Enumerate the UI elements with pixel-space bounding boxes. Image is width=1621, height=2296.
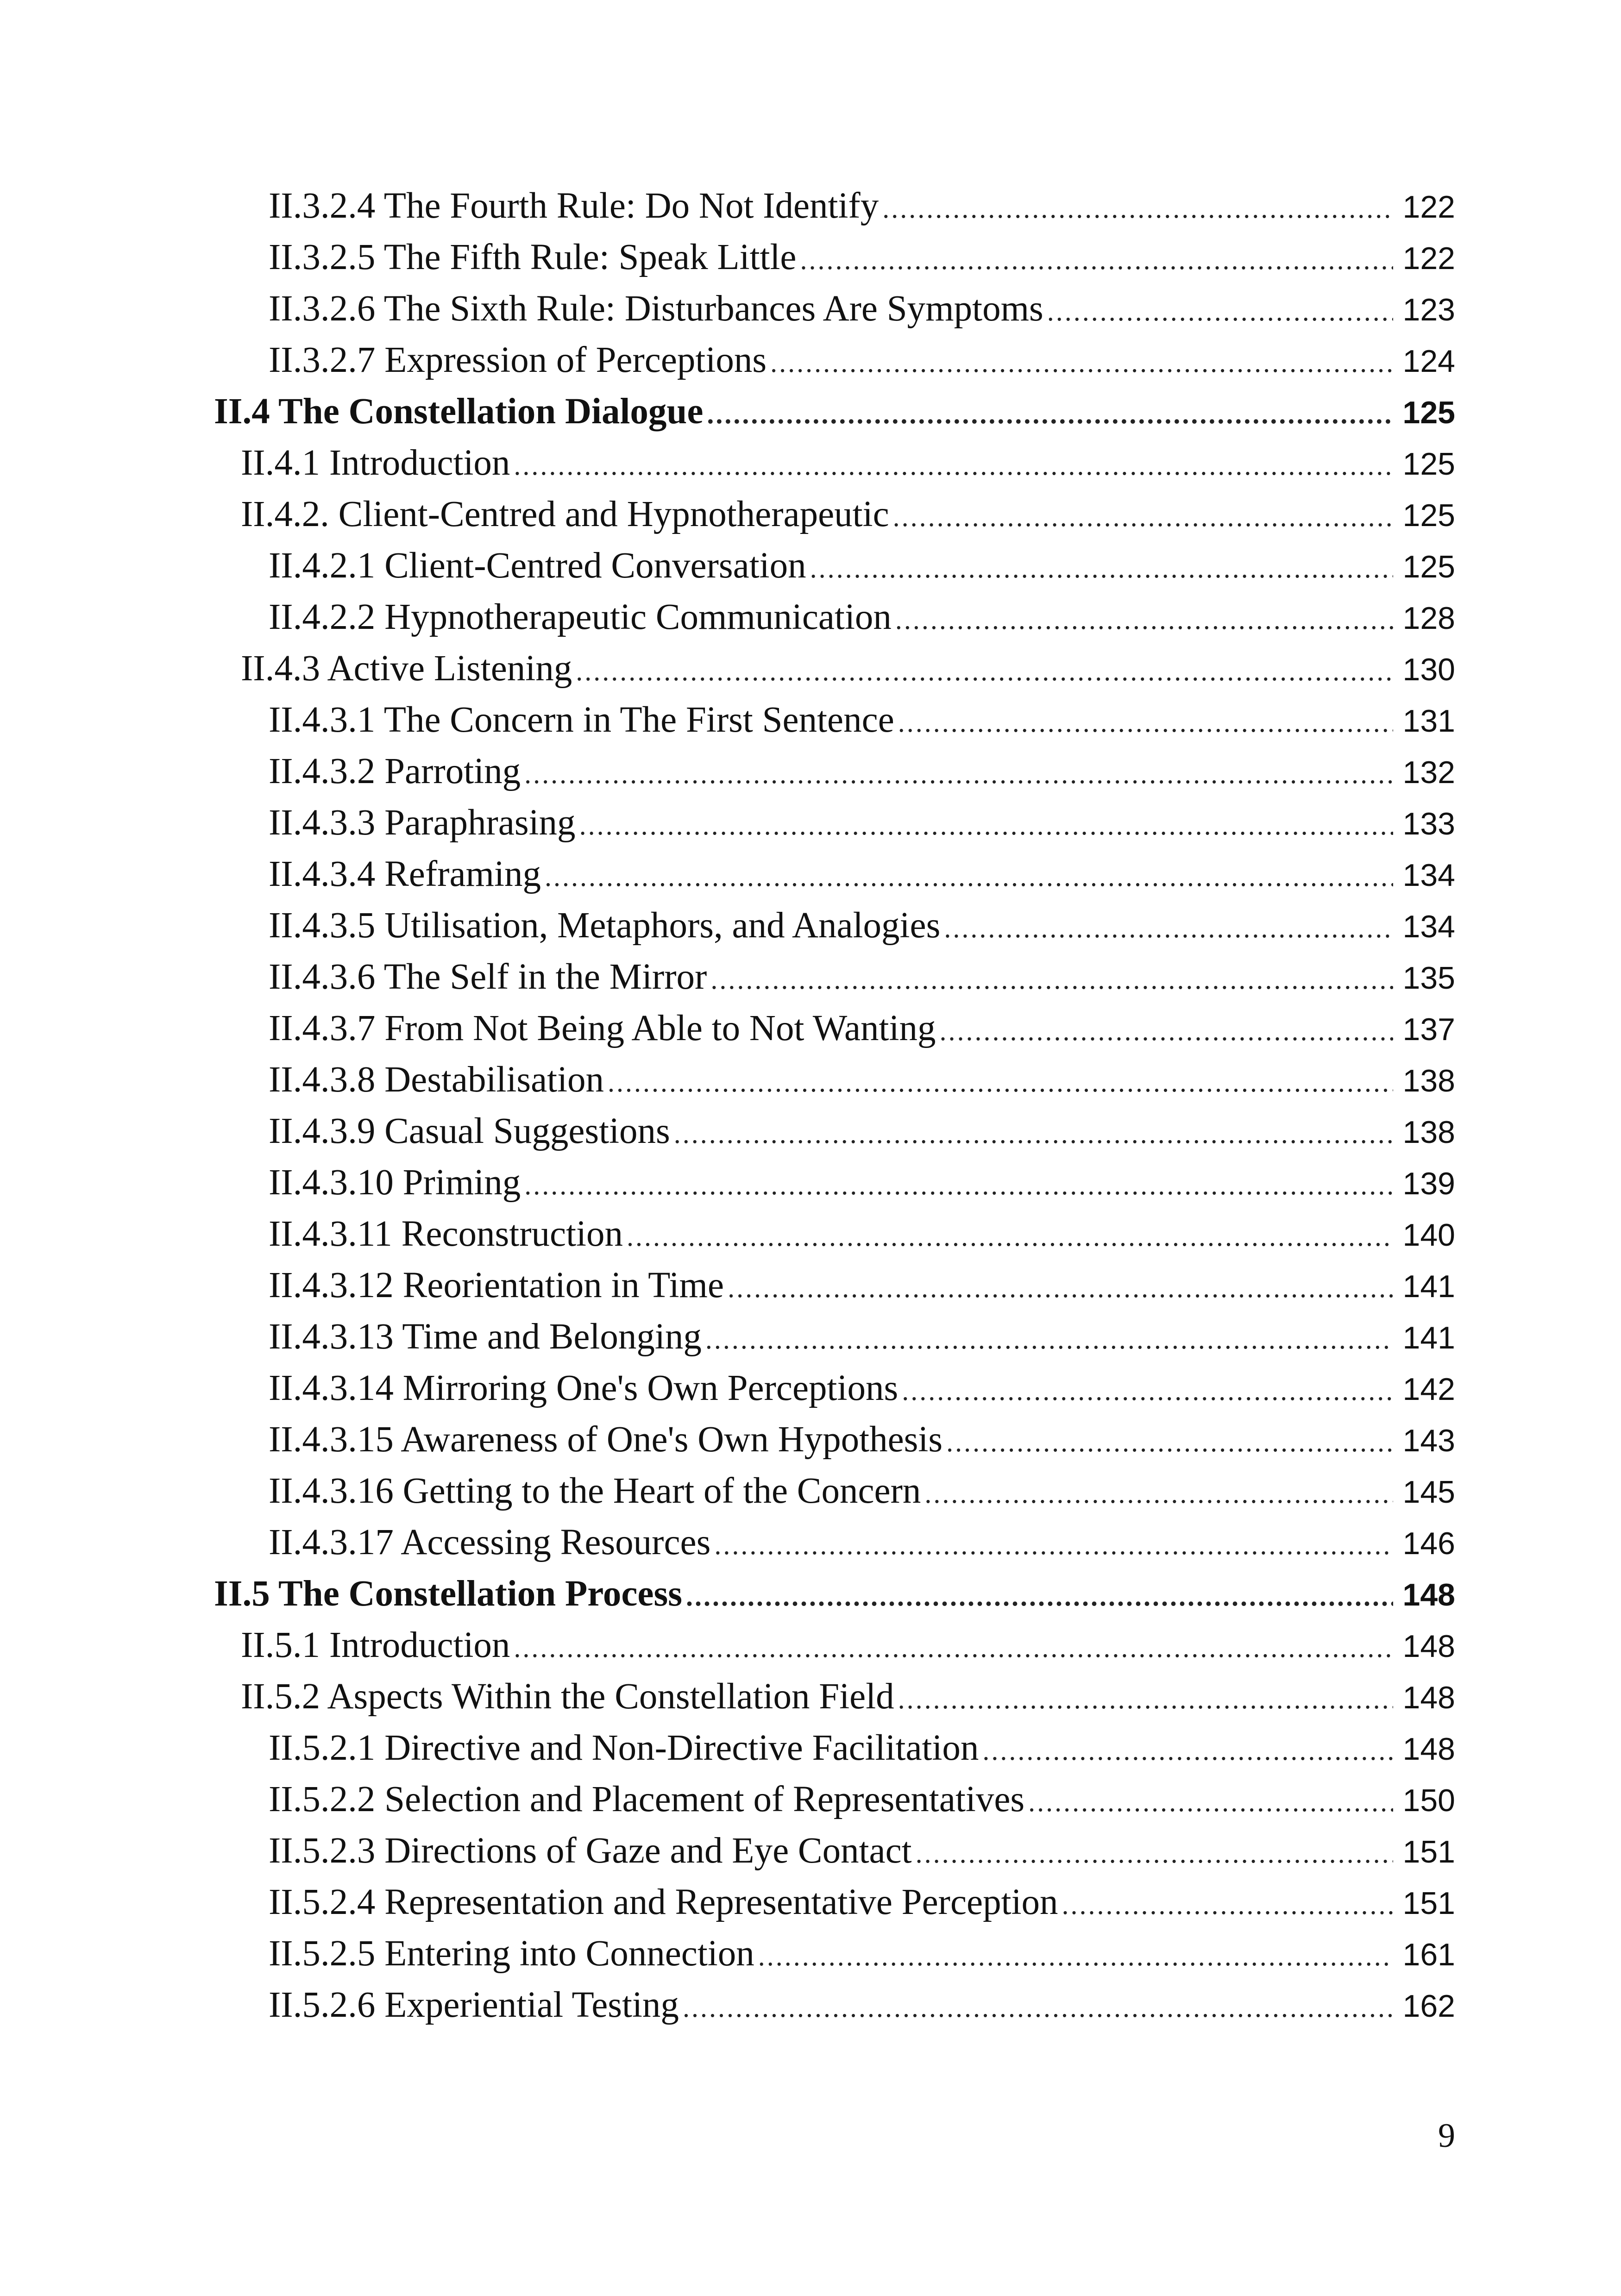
toc-entry[interactable] bbox=[214, 956, 1455, 1008]
toc-entry-title: II.4.3.2 Parroting bbox=[269, 751, 521, 791]
toc-entry-page-number: 122 bbox=[1402, 189, 1455, 225]
toc-entry[interactable] bbox=[214, 545, 1455, 596]
toc-entry-page-number: 134 bbox=[1402, 909, 1455, 944]
toc-entry-page-number: 124 bbox=[1402, 344, 1455, 379]
toc-entry-title: II.4.3.16 Getting to the Heart of the Concern bbox=[269, 1471, 921, 1511]
toc-entry[interactable] bbox=[214, 1470, 1455, 1522]
toc-entry[interactable] bbox=[214, 1625, 1455, 1676]
dot-leader bbox=[882, 193, 1393, 225]
toc-entry-page-number: 131 bbox=[1402, 703, 1455, 739]
toc-entry-title: II.5.2 Aspects Within the Constellation Field bbox=[241, 1676, 894, 1717]
dot-leader bbox=[514, 1632, 1393, 1664]
toc-entry-page-number: 145 bbox=[1402, 1474, 1455, 1510]
toc-entry-title: II.4.3.8 Destabilisation bbox=[269, 1060, 604, 1100]
toc-entry-page-number: 151 bbox=[1402, 1886, 1455, 1921]
dot-leader bbox=[1047, 295, 1393, 327]
toc-entry-page-number: 143 bbox=[1402, 1423, 1455, 1458]
toc-entry-page-number: 134 bbox=[1402, 858, 1455, 893]
toc-entry-page-number: 162 bbox=[1402, 1989, 1455, 2024]
dot-leader bbox=[514, 450, 1393, 482]
dot-leader bbox=[770, 347, 1393, 379]
toc-entry-page-number: 125 bbox=[1402, 446, 1455, 482]
toc-entry[interactable] bbox=[214, 339, 1455, 391]
toc-entry-page-number: 150 bbox=[1402, 1783, 1455, 1818]
dot-leader bbox=[524, 1169, 1393, 1201]
toc-entry-page-number: 146 bbox=[1402, 1526, 1455, 1561]
toc-entry-page-number: 137 bbox=[1402, 1012, 1455, 1047]
toc-entry-title: II.4.3.7 From Not Being Able to Not Wanting bbox=[269, 1008, 936, 1048]
dot-leader bbox=[608, 1066, 1393, 1098]
toc-entry-page-number: 151 bbox=[1402, 1834, 1455, 1869]
dot-leader bbox=[686, 1581, 1393, 1612]
toc-entry[interactable] bbox=[214, 648, 1455, 699]
toc-entry-title: II.4.1 Introduction bbox=[241, 443, 510, 483]
dot-leader bbox=[710, 964, 1393, 996]
dot-leader bbox=[800, 244, 1393, 276]
toc-entry-title: II.4.3.14 Mirroring One's Own Perceptions bbox=[269, 1368, 898, 1408]
dot-leader bbox=[576, 655, 1393, 687]
toc-entry[interactable] bbox=[214, 905, 1455, 956]
dot-leader bbox=[758, 1940, 1393, 1972]
toc-entry-page-number: 148 bbox=[1402, 1680, 1455, 1715]
toc-entry-page-number: 140 bbox=[1402, 1217, 1455, 1253]
toc-entry-title: II.4.3.11 Reconstruction bbox=[269, 1214, 623, 1254]
dot-leader bbox=[898, 1683, 1393, 1715]
page-number: 9 bbox=[1438, 2117, 1455, 2155]
dot-leader bbox=[627, 1221, 1393, 1253]
toc-entry-page-number: 139 bbox=[1402, 1166, 1455, 1201]
toc-entry-page-number: 161 bbox=[1402, 1937, 1455, 1972]
toc-entry[interactable] bbox=[214, 596, 1455, 648]
toc-entry-page-number: 125 bbox=[1402, 549, 1455, 584]
dot-leader bbox=[895, 604, 1393, 636]
toc-entry-page-number: 125 bbox=[1402, 498, 1455, 533]
toc-entry-title: II.4.3.9 Casual Suggestions bbox=[269, 1111, 670, 1151]
dot-leader bbox=[674, 1118, 1393, 1150]
toc-entry-title: II.4.3 Active Listening bbox=[241, 648, 572, 689]
dot-leader bbox=[924, 1478, 1393, 1510]
toc-entry-title: II.5.1 Introduction bbox=[241, 1625, 510, 1665]
toc-entry-page-number: 148 bbox=[1402, 1731, 1455, 1767]
toc-entry-title: II.4.3.6 The Self in the Mirror bbox=[269, 957, 707, 997]
toc-entry-page-number: 128 bbox=[1402, 601, 1455, 636]
toc-entry[interactable] bbox=[214, 699, 1455, 751]
toc-entry-title: II.4.2. Client-Centred and Hypnotherapeutic bbox=[241, 494, 889, 534]
toc-entry-page-number: 138 bbox=[1402, 1115, 1455, 1150]
toc-entry[interactable] bbox=[214, 1265, 1455, 1316]
toc-entry-title: II.5.2.4 Representation and Representative Perception bbox=[269, 1882, 1058, 1922]
toc-entry-page-number: 148 bbox=[1402, 1577, 1455, 1612]
toc-entry[interactable] bbox=[214, 185, 1455, 237]
toc-entry-title: II.5.2.6 Experiential Testing bbox=[269, 1985, 679, 2025]
toc-entry[interactable] bbox=[214, 288, 1455, 339]
toc-entry-title: II.4.3.3 Paraphrasing bbox=[269, 803, 576, 843]
toc-entry-page-number: 135 bbox=[1402, 960, 1455, 996]
toc-entry-title: II.5.2.3 Directions of Gaze and Eye Contact bbox=[269, 1831, 912, 1871]
toc-entry-title: II.4 The Constellation Dialogue bbox=[214, 391, 704, 432]
toc-entry-title: II.3.2.6 The Sixth Rule: Disturbances Are Symptoms bbox=[269, 289, 1043, 329]
toc-entry[interactable] bbox=[214, 1316, 1455, 1368]
dot-leader bbox=[1028, 1786, 1393, 1818]
dot-leader bbox=[524, 758, 1393, 790]
toc-entry[interactable] bbox=[214, 1830, 1455, 1882]
toc-entry-page-number: 130 bbox=[1402, 652, 1455, 687]
toc-entry[interactable] bbox=[214, 1110, 1455, 1162]
toc-entry[interactable] bbox=[214, 1984, 1455, 2036]
dot-leader bbox=[683, 1992, 1393, 2024]
dot-leader bbox=[545, 861, 1393, 893]
toc-entry-page-number: 125 bbox=[1402, 395, 1455, 430]
toc-entry[interactable] bbox=[214, 1419, 1455, 1470]
toc-entry-title: II.4.2.1 Client-Centred Conversation bbox=[269, 546, 806, 586]
toc-entry[interactable] bbox=[214, 853, 1455, 905]
toc-entry-title: II.4.3.17 Accessing Resources bbox=[269, 1522, 711, 1562]
toc-entry-page-number: 141 bbox=[1402, 1320, 1455, 1355]
toc-entry-title: II.3.2.5 The Fifth Rule: Speak Little bbox=[269, 237, 797, 277]
toc-entry[interactable] bbox=[214, 1008, 1455, 1059]
toc-entry[interactable] bbox=[214, 1933, 1455, 1984]
toc-entry-page-number: 141 bbox=[1402, 1269, 1455, 1304]
dot-leader bbox=[728, 1272, 1393, 1304]
toc-entry[interactable] bbox=[214, 751, 1455, 802]
toc-entry[interactable] bbox=[214, 1368, 1455, 1419]
toc-entry[interactable] bbox=[214, 1676, 1455, 1727]
toc-entry-title: II.4.3.10 Priming bbox=[269, 1162, 521, 1203]
toc-entry[interactable] bbox=[214, 1213, 1455, 1265]
dot-leader bbox=[902, 1375, 1393, 1407]
toc-entry-title: II.4.3.13 Time and Belonging bbox=[269, 1317, 702, 1357]
dot-leader bbox=[810, 552, 1393, 584]
toc-entry[interactable] bbox=[214, 1779, 1455, 1830]
toc-entry[interactable] bbox=[214, 1522, 1455, 1573]
toc-entry-title: II.4.3.4 Reframing bbox=[269, 854, 541, 894]
toc-entry-title: II.5.2.1 Directive and Non-Directive Facilitation bbox=[269, 1728, 979, 1768]
toc-entry-title: II.4.3.15 Awareness of One's Own Hypothesis bbox=[269, 1419, 943, 1460]
dot-leader bbox=[893, 501, 1393, 533]
toc-entry-title: II.4.3.1 The Concern in The First Sentence bbox=[269, 700, 894, 740]
toc-entry-title: II.4.3.12 Reorientation in Time bbox=[269, 1265, 724, 1305]
dot-leader bbox=[946, 1426, 1393, 1458]
toc-entry-title: II.5.2.2 Selection and Placement of Representatives bbox=[269, 1779, 1025, 1819]
dot-leader bbox=[916, 1838, 1393, 1869]
table-of-contents bbox=[214, 185, 1455, 2036]
toc-entry-title: II.3.2.7 Expression of Perceptions bbox=[269, 340, 767, 380]
toc-entry-page-number: 132 bbox=[1402, 755, 1455, 790]
toc-entry[interactable] bbox=[214, 237, 1455, 288]
toc-entry-title: II.3.2.4 The Fourth Rule: Do Not Identify bbox=[269, 186, 879, 226]
toc-entry-page-number: 148 bbox=[1402, 1629, 1455, 1664]
dot-leader bbox=[982, 1735, 1393, 1767]
toc-entry[interactable] bbox=[214, 1059, 1455, 1110]
toc-entry[interactable] bbox=[214, 1162, 1455, 1213]
dot-leader bbox=[705, 1324, 1393, 1355]
toc-entry-title: II.4.2.2 Hypnotherapeutic Communication bbox=[269, 597, 892, 637]
dot-leader bbox=[939, 1015, 1393, 1047]
toc-entry[interactable] bbox=[214, 802, 1455, 853]
toc-entry[interactable] bbox=[214, 1882, 1455, 1933]
toc-entry-title: II.5.2.5 Entering into Connection bbox=[269, 1933, 754, 1974]
dot-leader bbox=[579, 809, 1393, 841]
toc-entry-page-number: 122 bbox=[1402, 241, 1455, 276]
toc-entry[interactable] bbox=[214, 494, 1455, 545]
toc-entry[interactable] bbox=[214, 391, 1455, 442]
toc-entry-page-number: 138 bbox=[1402, 1063, 1455, 1098]
toc-entry-page-number: 142 bbox=[1402, 1372, 1455, 1407]
toc-entry[interactable] bbox=[214, 1573, 1455, 1625]
toc-entry[interactable] bbox=[214, 442, 1455, 494]
toc-entry-page-number: 123 bbox=[1402, 292, 1455, 327]
dot-leader bbox=[944, 912, 1393, 944]
dot-leader bbox=[707, 398, 1393, 430]
toc-entry-title: II.4.3.5 Utilisation, Metaphors, and Analogies bbox=[269, 905, 941, 946]
toc-entry[interactable] bbox=[214, 1727, 1455, 1779]
dot-leader bbox=[898, 707, 1393, 739]
toc-entry-title: II.5 The Constellation Process bbox=[214, 1574, 682, 1614]
dot-leader bbox=[714, 1529, 1393, 1561]
toc-entry-page-number: 133 bbox=[1402, 806, 1455, 841]
dot-leader bbox=[1062, 1889, 1393, 1921]
